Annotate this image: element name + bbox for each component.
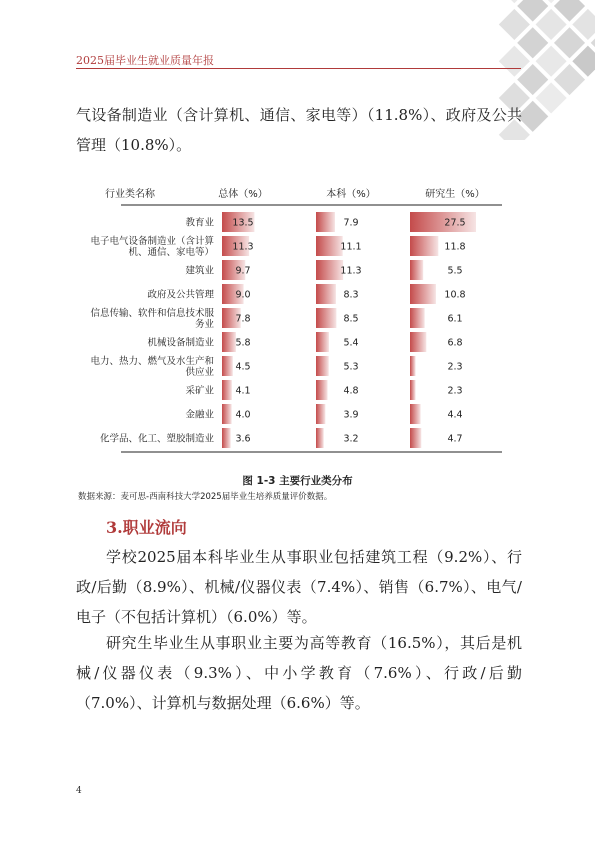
data-bar [410,212,476,232]
data-label: 11.3 [340,265,362,277]
column-header: 行业类名称 [105,189,155,200]
data-label: 13.5 [232,217,254,229]
data-bar [410,404,421,424]
data-bar [222,332,236,352]
data-label: 4.4 [447,409,463,421]
data-bar [316,236,343,256]
data-label: 10.8 [444,289,466,301]
data-label: 4.7 [447,433,463,445]
data-label: 6.1 [447,313,463,325]
data-bar [316,380,328,400]
data-label: 4.0 [235,409,251,421]
data-source-note: 数据来源：麦可思-西南科技大学2025届毕业生培养质量评价数据。 [78,492,333,502]
data-label: 4.1 [235,385,251,397]
category-label: 供应业 [185,367,214,378]
data-bar [316,260,343,280]
industry-distribution-chart [76,0,522,470]
data-label: 4.8 [343,385,359,397]
data-label: 9.0 [235,289,251,301]
data-bar [410,284,436,304]
data-bar [222,356,233,376]
data-label: 5.5 [447,265,463,277]
data-label: 6.8 [447,337,463,349]
column-header: 总体（%） [218,189,268,200]
figure-caption: 图 1-3 主要行业类分布 [242,475,353,487]
data-label: 27.5 [444,217,466,229]
category-label: 教育业 [185,217,214,229]
data-label: 7.9 [343,217,359,229]
data-bar [222,380,232,400]
data-label: 8.3 [343,289,359,301]
data-bar [316,332,329,352]
data-bar [316,356,329,376]
data-label: 3.6 [235,433,251,445]
data-bar [410,260,423,280]
data-label: 2.3 [447,385,463,397]
page-number: 4 [76,786,82,796]
category-label: 信息传输、软件和信息技术服 [90,308,214,319]
paragraph-graduate-occupations: 研究生毕业生从事职业主要为高等教育（16.5%），其后是机械/仪器仪表（9.3%）、中小学教育（7.6%）、行政/后勤（7.0%）、计算机与数据处理（6.6%）等。 [76,634,522,712]
data-bar [222,404,232,424]
column-header: 本科（%） [326,189,376,200]
data-bar [410,356,416,376]
data-bar [316,404,325,424]
category-label: 务业 [194,319,214,330]
industry-chart-svg [76,0,522,470]
data-label: 3.9 [343,409,359,421]
category-label: 政府及公共管理 [147,289,214,301]
category-label: 电力、热力、燃气及水生产和 [90,356,214,367]
category-label: 机械设备制造业 [147,337,214,349]
data-label: 8.5 [343,313,359,325]
data-bar [316,284,336,304]
section-heading: 3.职业流向 [106,518,187,537]
data-bar [222,428,231,448]
data-label: 5.8 [235,337,251,349]
paragraph-undergrad-occupations: 学校2025届本科毕业生从事职业包括建筑工程（9.2%）、行政/后勤（8.9%）、机械/仪器仪表（7.4%）、销售（6.7%）、电气/电子（不包括计算机）（6.0%）等。 [76,548,522,626]
report-title: 2025届毕业生就业质量年报 [76,54,214,67]
data-bar [410,308,425,328]
data-label: 11.3 [232,241,254,253]
category-label: 电子电气设备制造业（含计算 [90,236,214,247]
data-label: 11.1 [340,241,362,253]
data-label: 9.7 [235,265,251,277]
intro-paragraph: 气设备制造业（含计算机、通信、家电等）（11.8%）、政府及公共管理（10.8%）。 [76,106,522,154]
data-label: 7.8 [235,313,251,325]
data-bar [316,308,336,328]
data-label: 3.2 [343,433,359,445]
category-label: 采矿业 [185,385,214,397]
data-bar [316,428,324,448]
data-bar [410,332,426,352]
data-bar [316,212,335,232]
data-label: 4.5 [235,361,251,373]
data-bar [410,428,421,448]
category-label: 建筑业 [185,265,214,277]
column-header: 研究生（%） [425,189,485,200]
category-label: 金融业 [185,409,214,421]
data-label: 5.3 [343,361,359,373]
category-label: 化学品、化工、塑胶制造业 [99,433,214,445]
data-bar [410,236,438,256]
data-label: 11.8 [444,241,466,253]
data-label: 5.4 [343,337,359,349]
data-bar [410,380,416,400]
category-label: 机、通信、家电等） [128,247,214,258]
data-label: 2.3 [447,361,463,373]
